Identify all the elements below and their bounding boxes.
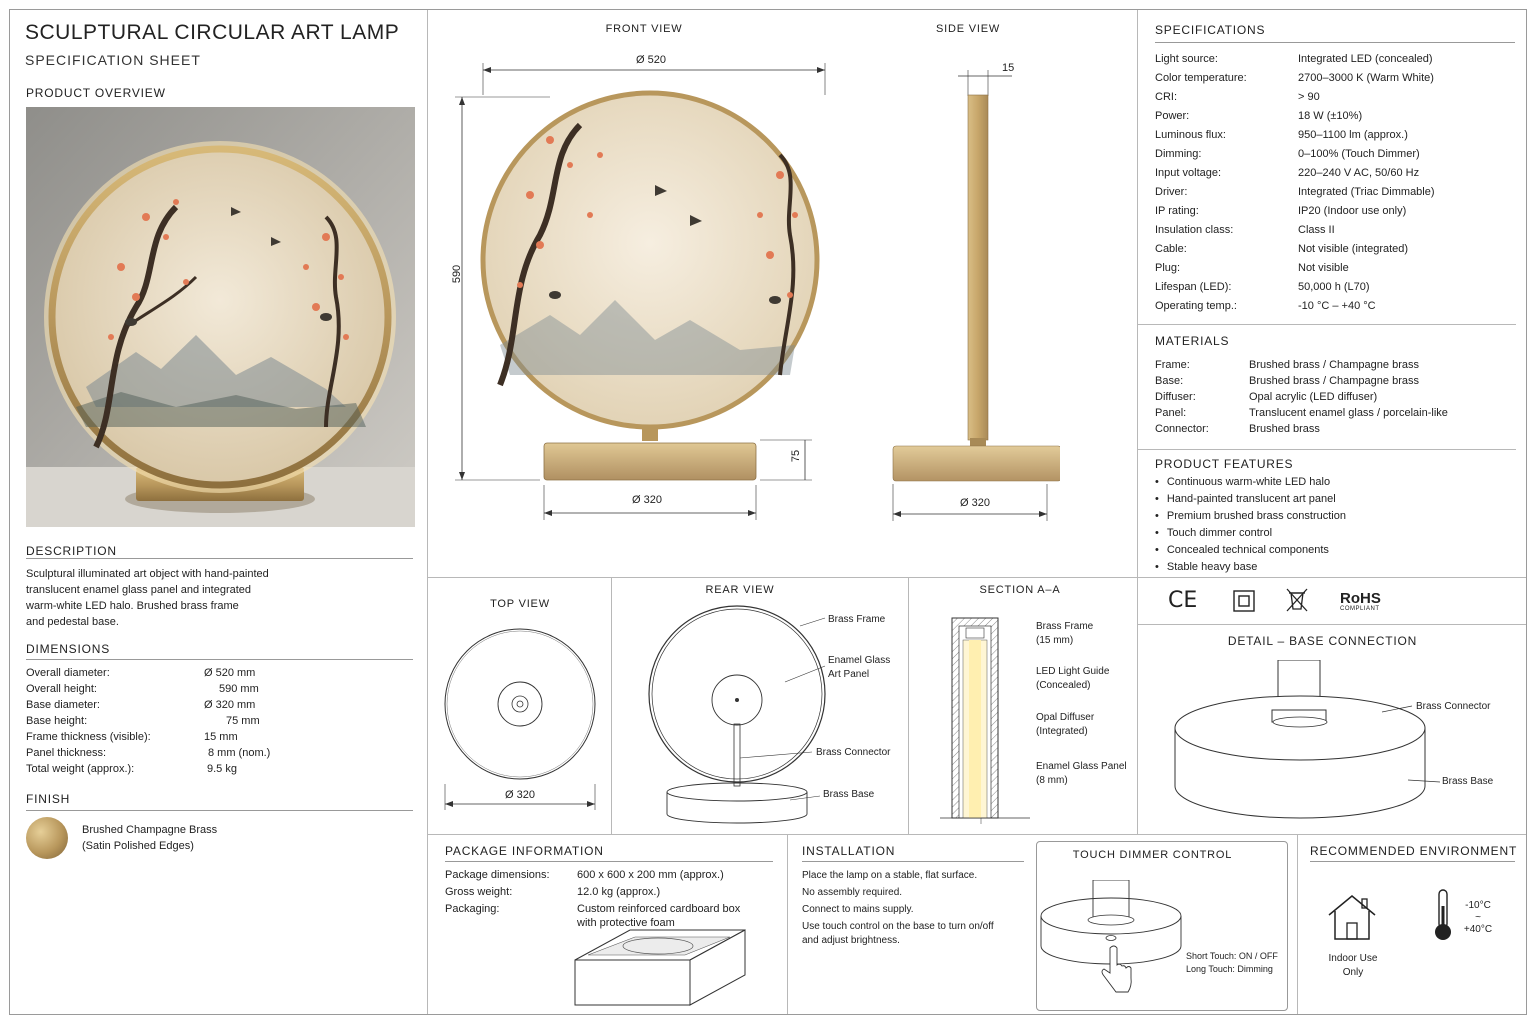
rear-view-title: REAR VIEW: [705, 584, 775, 596]
section-label-line: Enamel Glass Panel: [1036, 761, 1127, 772]
feature-item: • Concealed technical components: [1155, 542, 1346, 559]
section-label-line: (Integrated): [1036, 726, 1088, 737]
product-photo: [26, 107, 415, 527]
package-table: [445, 867, 740, 932]
side-thickness-label: 15: [1002, 62, 1015, 74]
section-label-frame: [1036, 620, 1093, 648]
section-label-line: (8 mm): [1036, 775, 1068, 786]
top-view-title: TOP VIEW: [490, 598, 550, 610]
installation-step: Use touch control on the base to turn on/off: [802, 921, 994, 932]
divider: [611, 578, 612, 834]
top-view-drawing: [440, 624, 605, 814]
side-view-drawing: [880, 60, 1060, 525]
divider: [1138, 324, 1516, 325]
installation-step: Place the lamp on a stable, flat surface.: [802, 870, 978, 881]
dimension-row: Panel thickness: 8 mm (nom.): [26, 747, 271, 759]
dimension-row: Overall diameter: Ø 520 mm: [26, 667, 256, 679]
section-label-panel: [1036, 760, 1127, 788]
spec-row: Input voltage: 220–240 V AC, 50/60 Hz: [1155, 167, 1420, 179]
rear-label-panel-line: Art Panel: [828, 669, 870, 680]
section-label-line: (Concealed): [1036, 680, 1091, 691]
feature-item: • Stable heavy base: [1155, 559, 1346, 576]
rohs-sub: COMPLIANT: [1340, 606, 1380, 612]
side-view-title: SIDE VIEW: [935, 23, 1001, 35]
description-line: Sculptural illuminated art object with hand-painted: [26, 568, 269, 580]
front-base-diameter-label: Ø 320: [632, 494, 662, 506]
page-subtitle: SPECIFICATION SHEET: [25, 52, 201, 68]
rear-label-connector: Brass Connector: [816, 747, 891, 758]
touch-dimmer-title: TOUCH DIMMER CONTROL: [1072, 849, 1233, 861]
section-label-diffuser: [1036, 711, 1094, 739]
package-row: Gross weight: 12.0 kg (approx.): [445, 886, 661, 898]
feature-item: • Touch dimmer control: [1155, 525, 1346, 542]
detail-drawing: [1160, 660, 1520, 830]
section-label-line: (15 mm): [1036, 635, 1074, 646]
indoor-label: [1318, 952, 1388, 980]
feature-item: • Premium brushed brass construction: [1155, 508, 1346, 525]
description-heading: DESCRIPTION: [26, 544, 117, 558]
weee-bin-icon: [1285, 587, 1309, 615]
dimension-row: Base height: 75 mm: [26, 715, 260, 727]
finish-note: (Satin Polished Edges): [82, 840, 194, 852]
spec-row: Color temperature: 2700–3000 K (Warm White): [1155, 72, 1434, 84]
spec-row: Plug: Not visible: [1155, 262, 1349, 274]
temp-high: +40°C: [1463, 924, 1493, 935]
rule: [445, 861, 773, 862]
indoor-line: Indoor Use: [1328, 953, 1378, 964]
package-row: Package dimensions: 600 x 600 x 200 mm (approx.): [445, 869, 724, 881]
spec-row: IP rating: IP20 (Indoor use only): [1155, 205, 1407, 217]
ce-mark-icon: CE: [1168, 588, 1198, 613]
materials-table: [1155, 357, 1448, 437]
spec-row: Cable: Not visible (integrated): [1155, 243, 1409, 255]
touch-long-label: Long Touch: Dimming: [1186, 964, 1273, 974]
finish-swatch: [26, 817, 68, 859]
package-row: Packaging: Custom reinforced cardboard box: [445, 903, 741, 915]
dimensions-heading: DIMENSIONS: [26, 642, 111, 656]
rule: [26, 558, 413, 559]
rule: [1310, 861, 1515, 862]
rear-label-panel: [828, 654, 890, 682]
spec-row: Lifespan (LED): 50,000 h (L70): [1155, 281, 1370, 293]
features-heading: PRODUCT FEATURES: [1155, 457, 1294, 471]
touch-short-label: Short Touch: ON / OFF: [1186, 951, 1278, 961]
page-title: SCULPTURAL CIRCULAR ART LAMP: [25, 21, 400, 44]
dimension-row: Frame thickness (visible): 15 mm: [26, 731, 238, 743]
material-row: Frame: Brushed brass / Champagne brass: [1155, 359, 1419, 371]
features-list: [1155, 474, 1346, 576]
indoor-line: Only: [1342, 967, 1364, 978]
dimension-row: Total weight (approx.): 9.5 kg: [26, 763, 237, 775]
detail-connector-label: Brass Connector: [1416, 701, 1491, 712]
divider: [1138, 624, 1526, 625]
installation-step: Connect to mains supply.: [802, 904, 914, 915]
front-diameter-label: Ø 520: [636, 54, 666, 66]
section-label-line: LED Light Guide: [1036, 666, 1110, 677]
installation-steps: [802, 867, 994, 949]
front-view-drawing: [440, 45, 840, 525]
section-label-line: Opal Diffuser: [1036, 712, 1095, 723]
finish-heading: FINISH: [26, 792, 71, 806]
specifications-table: [1155, 50, 1435, 316]
description-line: and pedestal base.: [26, 616, 119, 628]
temp-tilde: ~: [1475, 912, 1481, 923]
rear-label-base: Brass Base: [823, 789, 875, 800]
spec-row: Light source: Integrated LED (concealed): [1155, 53, 1433, 65]
class-ii-icon: [1233, 590, 1255, 612]
spec-row: Power: 18 W (±10%): [1155, 110, 1363, 122]
touch-dimmer-drawing: [1038, 880, 1188, 1000]
divider: [908, 578, 909, 834]
dimensions-table: [26, 665, 270, 777]
dimension-row: Base diameter: Ø 320 mm: [26, 699, 256, 711]
detail-base-label: Brass Base: [1442, 776, 1494, 787]
package-heading: PACKAGE INFORMATION: [445, 844, 604, 858]
installation-step: No assembly required.: [802, 887, 903, 898]
rohs-mark: RoHS: [1340, 590, 1381, 607]
divider: [1138, 577, 1526, 578]
material-row: Panel: Translucent enamel glass / porcelain-like: [1155, 407, 1448, 419]
rear-label-panel-line: Enamel Glass: [828, 655, 891, 666]
package-box-drawing: [570, 925, 750, 1015]
materials-heading: MATERIALS: [1155, 334, 1230, 348]
front-height-label: 590: [451, 264, 464, 284]
overview-heading: PRODUCT OVERVIEW: [26, 86, 166, 100]
spec-row: Insulation class: Class II: [1155, 224, 1335, 236]
finish-name: Brushed Champagne Brass: [82, 824, 218, 836]
divider: [428, 834, 1526, 835]
detail-title: DETAIL – BASE CONNECTION: [1227, 634, 1418, 648]
description-line: warm-white LED halo. Brushed brass frame: [26, 600, 239, 612]
section-label-led: [1036, 665, 1109, 693]
spec-row: CRI: > 90: [1155, 91, 1320, 103]
material-row: Diffuser: Opal acrylic (LED diffuser): [1155, 391, 1378, 403]
divider: [1137, 10, 1138, 835]
finish-label: [82, 822, 217, 854]
rear-label-frame: Brass Frame: [828, 614, 886, 625]
section-title: SECTION A–A: [979, 584, 1061, 596]
temp-low: -10°C: [1465, 900, 1491, 911]
divider: [427, 10, 428, 1014]
section-label-line: Brass Frame: [1036, 621, 1094, 632]
divider: [787, 835, 788, 1014]
divider: [428, 577, 1137, 578]
spec-row: Operating temp.: -10 °C – +40 °C: [1155, 300, 1376, 312]
installation-heading: INSTALLATION: [802, 844, 896, 858]
section-drawing: [935, 612, 1035, 824]
feature-item: • Continuous warm-white LED halo: [1155, 474, 1346, 491]
description-line: translucent enamel glass panel and integrated: [26, 584, 252, 596]
touch-dimmer-legend: [1186, 950, 1278, 976]
divider: [1297, 835, 1298, 1014]
spec-row: Dimming: 0–100% (Touch Dimmer): [1155, 148, 1420, 160]
side-base-diameter-label: Ø 320: [960, 497, 990, 509]
environment-heading: RECOMMENDED ENVIRONMENT: [1310, 844, 1518, 858]
top-diameter-label: Ø 320: [505, 789, 535, 801]
divider: [1138, 449, 1516, 450]
specifications-heading: SPECIFICATIONS: [1155, 23, 1266, 37]
rule: [802, 861, 1024, 862]
dimension-row: Overall height: 590 mm: [26, 683, 259, 695]
material-row: Base: Brushed brass / Champagne brass: [1155, 375, 1419, 387]
front-base-height-label: 75: [790, 449, 803, 463]
package-row: with protective foam: [577, 917, 675, 929]
feature-item: • Hand-painted translucent art panel: [1155, 491, 1346, 508]
spec-row: Luminous flux: 950–1100 lm (approx.): [1155, 129, 1408, 141]
rule: [1155, 42, 1515, 43]
thermometer-icon: [1433, 888, 1453, 942]
house-icon: [1326, 893, 1378, 941]
temp-range: [1458, 898, 1498, 938]
installation-step: and adjust brightness.: [802, 935, 900, 946]
front-view-title: FRONT VIEW: [605, 23, 683, 35]
rule: [26, 810, 413, 811]
material-row: Connector: Brushed brass: [1155, 423, 1320, 435]
rule: [26, 659, 413, 660]
spec-row: Driver: Integrated (Triac Dimmable): [1155, 186, 1435, 198]
description-text: [26, 566, 269, 630]
